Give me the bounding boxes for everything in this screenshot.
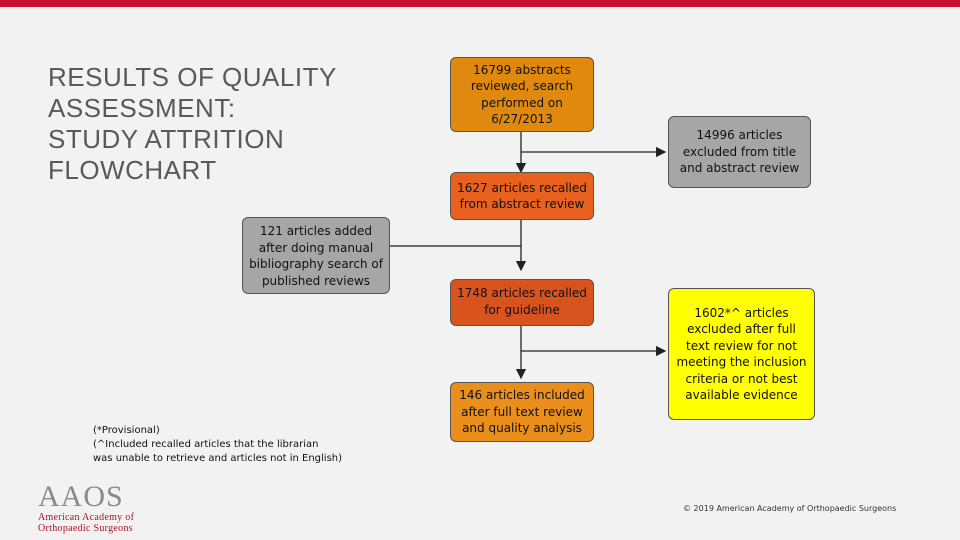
guideline-recalled-box <box>450 279 594 326</box>
title-line-3: STUDY ATTRITION <box>48 124 285 154</box>
excluded-title-abstract-box <box>668 116 811 188</box>
title-line-1: RESULTS OF QUALITY <box>48 62 337 92</box>
footnote-included-line-2: was unable to retrieve and articles not in English) <box>93 453 343 464</box>
excluded-full-text-box <box>668 288 815 420</box>
logo-line-1: American Academy of <box>38 512 135 523</box>
footnote-included-line-1: (^Included recalled articles that the librarian <box>93 439 319 450</box>
included-box <box>450 382 594 442</box>
title-line-2: ASSESSMENT: <box>48 93 236 123</box>
abstracts-reviewed-box <box>450 57 594 132</box>
footnote-provisional: (*Provisional) <box>93 425 160 436</box>
abstract-recalled-text: 1627 articles recalled from abstract review <box>457 180 587 211</box>
manual-added-text: 121 articles added after doing manual bibliography search of published reviews <box>249 224 383 288</box>
manual-added-box <box>242 217 390 294</box>
logo-line-2: Orthopaedic Surgeons <box>38 523 133 534</box>
guideline-recalled-text: 1748 articles recalled for guideline <box>457 286 587 317</box>
excluded-title-abstract-text: 14996 articles excluded from title and abstract review <box>679 128 800 176</box>
footnotes <box>93 424 393 466</box>
title-line-4: FLOWCHART <box>48 155 217 185</box>
excluded-full-text-text: 1602*^ articles excluded after full text review for not meeting the inclusion criteria or not best available evidence <box>676 305 807 402</box>
abstracts-reviewed-text: 16799 abstracts reviewed, search performed on 6/27/2013 <box>470 62 574 126</box>
aaos-logo <box>38 482 134 534</box>
included-text: 146 articles included after full text review and quality analysis <box>459 388 585 436</box>
logo-wordmark: AAOS <box>38 480 124 513</box>
abstract-recalled-box <box>450 172 594 220</box>
copyright-text: © 2019 American Academy of Orthopaedic Surgeons <box>683 504 897 513</box>
